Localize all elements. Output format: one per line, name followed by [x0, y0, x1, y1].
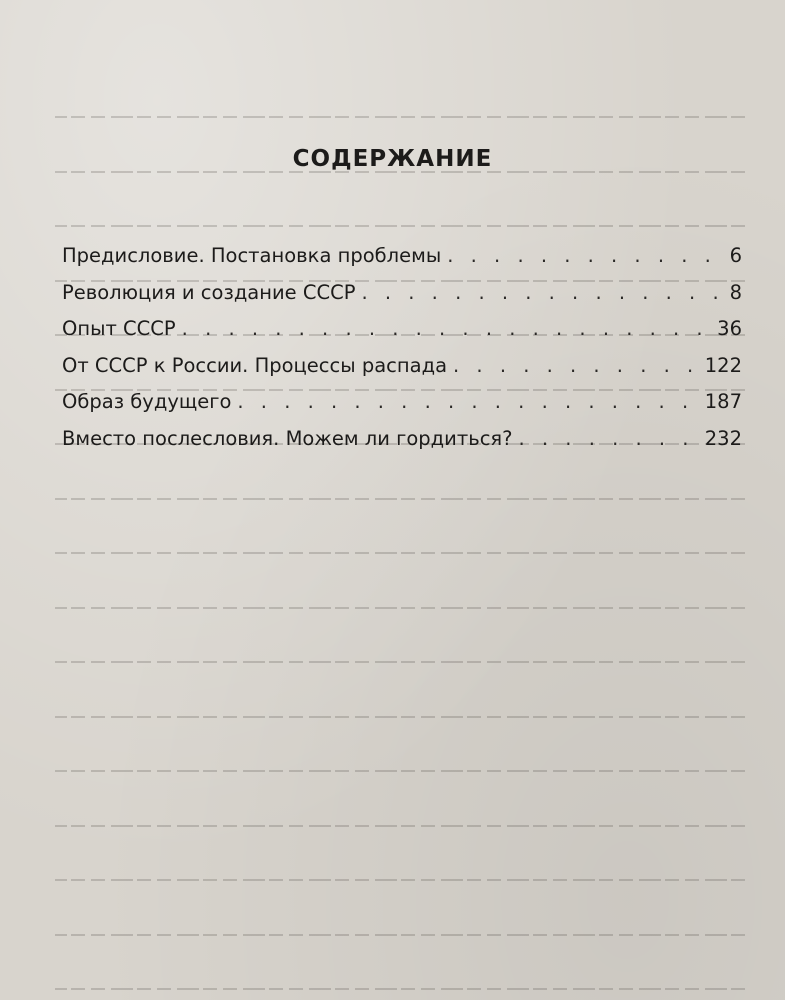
- toc-entry[interactable]: [62, 427, 742, 464]
- toc-entry-title: От СССР к России. Процессы распада: [62, 353, 448, 377]
- toc-entry[interactable]: [62, 244, 742, 281]
- toc-entry-title: Опыт СССР: [62, 317, 176, 340]
- toc-entry-page: 122: [704, 353, 742, 377]
- toc-entry[interactable]: [62, 354, 742, 391]
- toc-entry-page: 232: [704, 426, 742, 450]
- toc-leader-dots: [237, 390, 698, 413]
- toc-entry[interactable]: [62, 317, 742, 354]
- toc-entry-page: 36: [717, 317, 742, 340]
- toc-entry-title: Революция и создание СССР: [62, 280, 356, 304]
- toc-leader-dots: [453, 354, 699, 377]
- toc-entry-title: Образ будущего: [62, 390, 232, 413]
- toc-leader-dots: [447, 244, 723, 267]
- toc-entry-page: 6: [729, 244, 742, 267]
- toc-entry[interactable]: [62, 281, 742, 318]
- toc-entry-title: Предисловие. Постановка проблемы: [62, 244, 442, 267]
- toc-entry-page: 8: [729, 280, 742, 304]
- toc-leader-dots: [182, 317, 712, 340]
- toc-entry-title: Вместо послесловия. Можем ли гордиться?: [62, 426, 513, 450]
- toc-entry-page: 187: [704, 390, 742, 413]
- toc-leader-dots: [361, 281, 723, 304]
- toc-heading: СОДЕРЖАНИЕ: [292, 146, 493, 172]
- table-of-contents: [62, 244, 742, 463]
- toc-leader-dots: [519, 427, 699, 450]
- toc-entry[interactable]: [62, 390, 742, 427]
